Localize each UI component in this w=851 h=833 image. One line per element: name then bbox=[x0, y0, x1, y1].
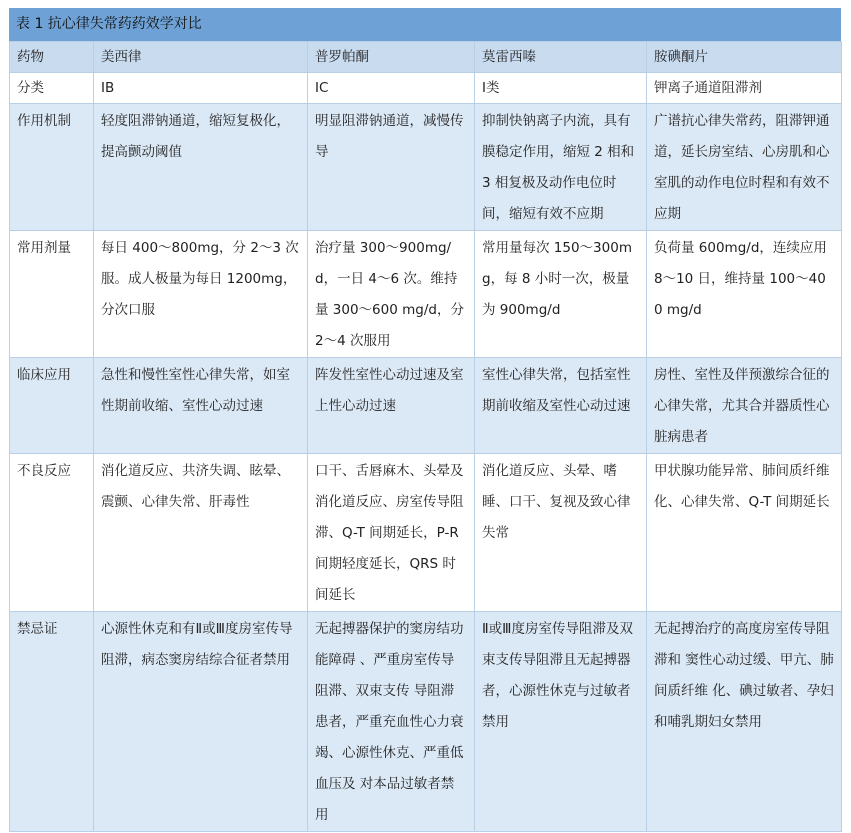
table-cell: 负荷量 600mg/d，连续应用 8～10 日，维持量 100～400 mg/d bbox=[647, 231, 842, 358]
table-cell: ⅠB bbox=[94, 73, 308, 104]
row-label: 作用机制 bbox=[10, 104, 94, 231]
header-cell: 美西律 bbox=[94, 42, 308, 73]
table-cell: ⅠC bbox=[308, 73, 475, 104]
table-cell: 急性和慢性室性心律失常，如室性期前收缩、室性心动过速 bbox=[94, 358, 308, 454]
row-label: 不良反应 bbox=[10, 454, 94, 612]
table-cell: 阵发性室性心动过速及室上性心动过速 bbox=[308, 358, 475, 454]
header-cell: 胺碘酮片 bbox=[647, 42, 842, 73]
table-cell: 室性心律失常，包括室性期前收缩及室性心动过速 bbox=[475, 358, 647, 454]
table-cell: 广谱抗心律失常药，阻滞钾通道，延长房室结、心房肌和心室肌的动作电位时程和有效不应期 bbox=[647, 104, 842, 231]
table-row bbox=[10, 104, 842, 231]
table-row bbox=[10, 612, 842, 832]
table-row bbox=[10, 358, 842, 454]
table-row bbox=[10, 73, 842, 104]
table-cell: Ⅰ类 bbox=[475, 73, 647, 104]
table-cell: 消化道反应、头晕、嗜睡、口干、复视及致心律失常 bbox=[475, 454, 647, 612]
row-label: 分类 bbox=[10, 73, 94, 104]
table-row bbox=[10, 231, 842, 358]
row-label: 常用剂量 bbox=[10, 231, 94, 358]
table-cell: 口干、舌唇麻木、头晕及消化道反应、房室传导阻滞、Q-T 间期延长，P-R 间期轻度延长，QRS 时间延长 bbox=[308, 454, 475, 612]
drug-comparison-table-container bbox=[9, 8, 841, 832]
table-cell: 抑制快钠离子内流，具有膜稳定作用，缩短 2 相和 3 相复极及动作电位时间，缩短有效不应期 bbox=[475, 104, 647, 231]
table-cell: 消化道反应、共济失调、眩晕、震颤、心律失常、肝毒性 bbox=[94, 454, 308, 612]
header-row bbox=[10, 42, 842, 73]
table-cell: 明显阻滞钠通道，减慢传导 bbox=[308, 104, 475, 231]
header-cell: 普罗帕酮 bbox=[308, 42, 475, 73]
table-cell: Ⅱ或Ⅲ度房室传导阻滞及双束支传导阻滞且无起搏器者，心源性休克与过敏者禁用 bbox=[475, 612, 647, 832]
table-caption: 表 1 抗心律失常药药效学对比 bbox=[9, 8, 841, 41]
table-cell: 房性、室性及伴预激综合征的心律失常，尤其合并器质性心脏病患者 bbox=[647, 358, 842, 454]
table-cell: 治疗量 300～900mg/d，一日 4～6 次。维持量 300～600 mg/d，分 2～4 次服用 bbox=[308, 231, 475, 358]
table-cell: 轻度阻滞钠通道，缩短复极化，提高颤动阈值 bbox=[94, 104, 308, 231]
table-cell: 甲状腺功能异常、肺间质纤维化、心律失常、Q-T 间期延长 bbox=[647, 454, 842, 612]
header-cell: 药物 bbox=[10, 42, 94, 73]
row-label: 临床应用 bbox=[10, 358, 94, 454]
comparison-table bbox=[9, 41, 842, 832]
table-cell: 无起搏治疗的高度房室传导阻滞和 窦性心动过缓、甲亢、肺间质纤维 化、碘过敏者、孕妇和哺乳期妇女禁用 bbox=[647, 612, 842, 832]
table-cell: 心源性休克和有Ⅱ或Ⅲ度房室传导阻滞，病态窦房结综合征者禁用 bbox=[94, 612, 308, 832]
table-cell: 每日 400～800mg，分 2～3 次服。成人极量为每日 1200mg，分次口服 bbox=[94, 231, 308, 358]
table-cell: 钾离子通道阻滞剂 bbox=[647, 73, 842, 104]
table-row bbox=[10, 454, 842, 612]
table-cell: 无起搏器保护的窦房结功能障碍 、严重房室传导阻滞、双束支传 导阻滞患者，严重充血性心力衰 竭、心源性休克、严重低血压及 对本品过敏者禁用 bbox=[308, 612, 475, 832]
header-cell: 莫雷西嗪 bbox=[475, 42, 647, 73]
table-cell: 常用量每次 150～300mg，每 8 小时一次，极量为 900mg/d bbox=[475, 231, 647, 358]
row-label: 禁忌证 bbox=[10, 612, 94, 832]
